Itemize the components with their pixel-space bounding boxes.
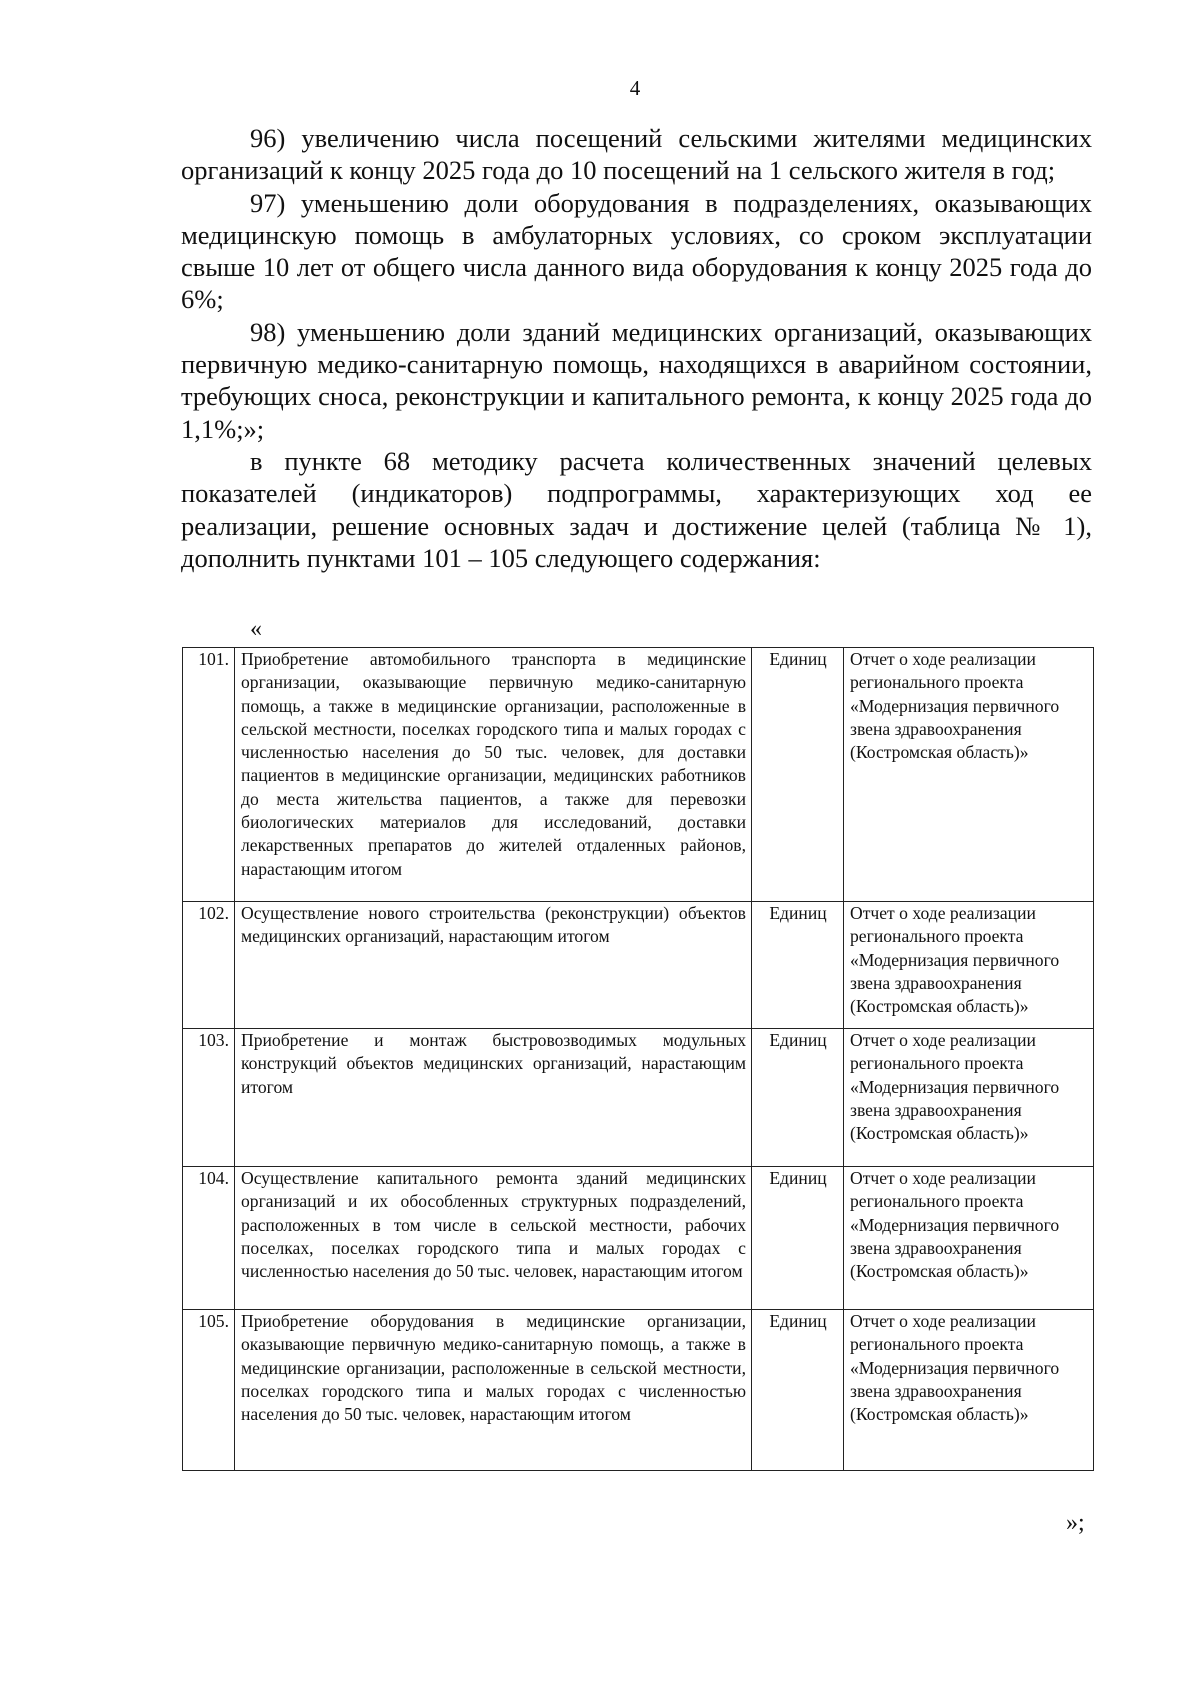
- unit-cell: Единиц: [752, 1029, 844, 1167]
- paragraph-point-68: в пункте 68 методику расчета количественных значений целевых показателей (индикаторов) подпрограммы, характеризующих ход ее реализации, решение основных задач и достижение целей (таблица № 1), дополнить пунктами 101 – 105 следующего содержания:: [181, 445, 1092, 573]
- unit-cell: Единиц: [752, 1167, 844, 1310]
- page-number: 4: [629, 76, 641, 100]
- paragraph-96: 96) увеличению числа посещений сельскими жителями медицинских организаций к концу 2025 года до 10 посещений на 1 сельского жителя в год;: [181, 123, 1092, 186]
- table-row: [183, 1310, 1094, 1471]
- table-row: [183, 1029, 1094, 1167]
- source-cell: Отчет о ходе реализации регионального проекта «Модернизация первичного звена здравоохранения (Костромская область)»: [844, 1310, 1094, 1471]
- row-number: 101.: [183, 648, 235, 902]
- row-number: 103.: [183, 1029, 235, 1167]
- row-number: 102.: [183, 902, 235, 1029]
- indicator-name: Приобретение автомобильного транспорта в медицинские организации, оказывающие первичную медико-санитарную помощь, а также в медицинские организации, расположенные в сельской местности, поселках городского типа и малых городах с численностью населения до 50 тыс. человек, для доставки пациентов в медицинские организации, медицинских работников до места жительства пациентов, а также для перевозки биологических материалов для исследований, доставки лекарственных препаратов до жителей отдаленных районов, нарастающим итогом: [235, 648, 752, 902]
- indicators-table: [182, 647, 1094, 1471]
- table-row: [183, 902, 1094, 1029]
- source-cell: Отчет о ходе реализации регионального проекта «Модернизация первичного звена здравоохранения (Костромская область)»: [844, 902, 1094, 1029]
- row-number: 104.: [183, 1167, 235, 1310]
- unit-cell: Единиц: [752, 648, 844, 902]
- row-number: 105.: [183, 1310, 235, 1471]
- source-cell: Отчет о ходе реализации регионального проекта «Модернизация первичного звена здравоохранения (Костромская область)»: [844, 648, 1094, 902]
- opening-quote: «: [250, 616, 262, 642]
- unit-cell: Единиц: [752, 1310, 844, 1471]
- paragraph-98: 98) уменьшению доли зданий медицинских организаций, оказывающих первичную медико-санитарную помощь, находящихся в аварийном состоянии, требующих сноса, реконструкции и капитального ремонта, к концу 2025 года до 1,1%;»;: [181, 316, 1092, 444]
- indicator-name: Осуществление нового строительства (реконструкции) объектов медицинских организаций, нарастающим итогом: [235, 902, 752, 1029]
- source-cell: Отчет о ходе реализации регионального проекта «Модернизация первичного звена здравоохранения (Костромская область)»: [844, 1029, 1094, 1167]
- body-text: [181, 122, 1092, 574]
- indicator-name: Осуществление капитального ремонта зданий медицинских организаций и их обособленных структурных подразделений, расположенных в том числе в сельской местности, рабочих поселках, поселках городского типа и малых городах с численностью населения до 50 тыс. человек, нарастающим итогом: [235, 1167, 752, 1310]
- paragraph-97: 97) уменьшению доли оборудования в подразделениях, оказывающих медицинскую помощь в амбулаторных условиях, со сроком эксплуатации свыше 10 лет от общего числа данного вида оборудования к концу 2025 года до 6%;: [181, 187, 1092, 315]
- unit-cell: Единиц: [752, 902, 844, 1029]
- table-row: [183, 648, 1094, 902]
- indicator-name: Приобретение оборудования в медицинские организации, оказывающие первичную медико-санитарную помощь, а также в медицинские организации, расположенные в сельской местности, поселках городского типа и малых городах с численностью населения до 50 тыс. человек, нарастающим итогом: [235, 1310, 752, 1471]
- table-row: [183, 1167, 1094, 1310]
- source-cell: Отчет о ходе реализации регионального проекта «Модернизация первичного звена здравоохранения (Костромская область)»: [844, 1167, 1094, 1310]
- indicator-name: Приобретение и монтаж быстровозводимых модульных конструкций объектов медицинских организаций, нарастающим итогом: [235, 1029, 752, 1167]
- closing-quote: »;: [1066, 1510, 1085, 1536]
